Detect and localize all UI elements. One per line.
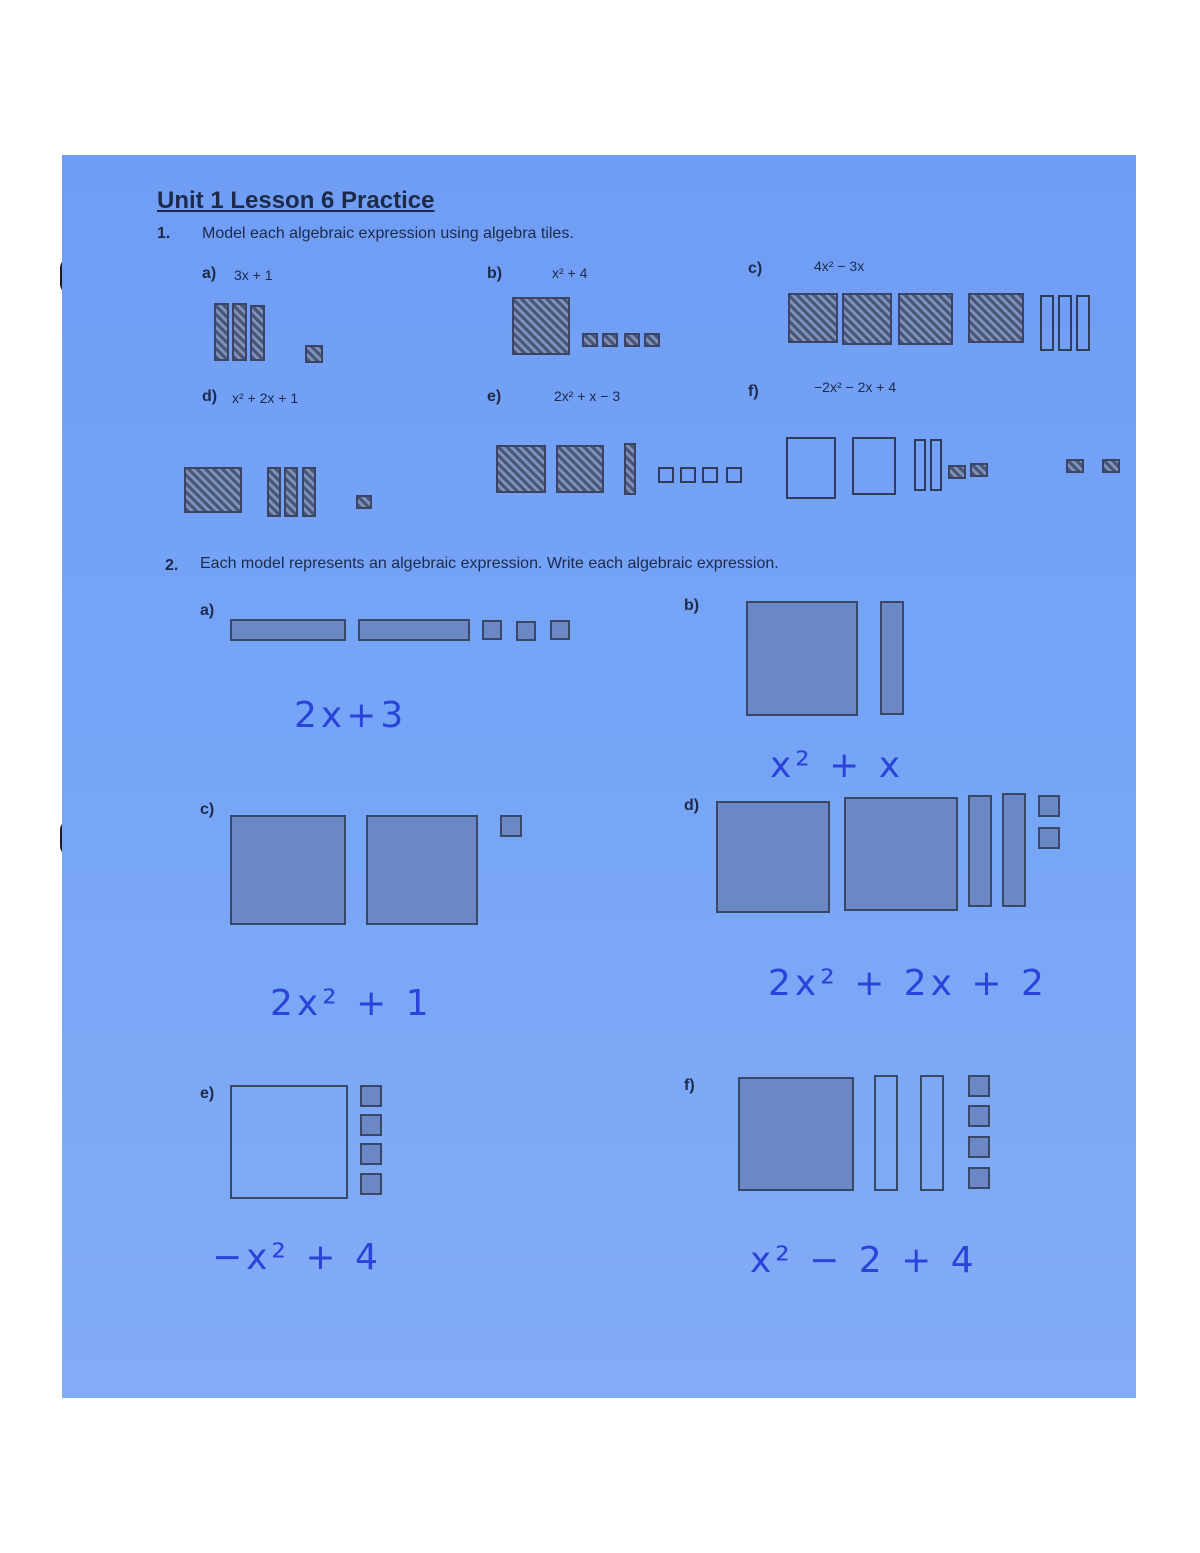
q2-c-label: c) [200,801,215,818]
q1c-x2-tile [788,293,838,343]
q2f-unit-tile [968,1075,990,1097]
q1-d-expression: x² + 2x + 1 [232,390,299,406]
q1f-unit-tile [1102,459,1120,473]
q2d-x2-tile [716,801,830,913]
q1b-x2-tile [512,297,570,355]
q2-d-answer: 2x² + 2x + 2 [768,963,1048,1004]
q1d-x2-tile [184,467,242,513]
q1d-x-tile [284,467,298,517]
q2b-x-tile [880,601,904,715]
q1e-negative-unit-tile [680,467,696,483]
q1-a-label: a) [202,265,217,282]
q1b-unit-tile [602,333,618,347]
q2-b-label: b) [684,597,700,614]
q2f-x2-tile [738,1077,854,1191]
q1-c-expression: 4x² − 3x [814,258,865,274]
q1-c-label: c) [748,260,763,277]
q1f-negative-x-tile [930,439,942,491]
q1-b-label: b) [487,265,503,282]
q1c-negative-x-tile [1040,295,1054,351]
q2e-unit-tile [360,1173,382,1195]
q2f-unit-tile [968,1136,990,1158]
worksheet-title: Unit 1 Lesson 6 Practice [157,187,435,214]
q2-e-answer: −x² + 4 [212,1237,382,1278]
q1-a-expression: 3x + 1 [234,267,273,283]
q1b-unit-tile [644,333,660,347]
q1b-unit-tile [582,333,598,347]
q1-f-label: f) [748,383,759,400]
q1e-x2-tile [496,445,546,493]
q1f-unit-tile [948,465,966,479]
q2-e-label: e) [200,1085,215,1102]
q1e-negative-unit-tile [702,467,718,483]
q2-d-label: d) [684,797,700,814]
q2d-unit-tile [1038,795,1060,817]
q1-e-label: e) [487,388,502,405]
q1d-x-tile [302,467,316,517]
q2-a-label: a) [200,602,215,619]
q2f-unit-tile [968,1105,990,1127]
q1c-x2-tile [968,293,1024,343]
q2-c-answer: 2x² + 1 [270,983,433,1024]
q2c-unit-tile [500,815,522,837]
q1a-unit-tile [305,345,323,363]
q2d-x-tile [968,795,992,907]
q1-f-expression: −2x² − 2x + 4 [814,379,897,395]
q2b-x2-tile [746,601,858,716]
q2c-x2-tile [230,815,346,925]
question-2-prompt: Each model represents an algebraic expression. Write each algebraic expression. [200,555,779,572]
q1-e-expression: 2x² + x − 3 [554,388,621,404]
q1a-x-tile [232,303,247,361]
q1f-negative-x2-tile [786,437,836,499]
q2-f-label: f) [684,1077,695,1094]
q1c-negative-x-tile [1058,295,1072,351]
q2f-negative-x-tile [874,1075,898,1191]
q2a-unit-tile [482,620,502,640]
q1e-x2-tile [556,445,604,493]
q1c-x2-tile [898,293,953,345]
q1f-unit-tile [1066,459,1084,473]
q2d-x2-tile [844,797,958,911]
q1c-x2-tile [842,293,892,345]
q1a-x-tile [214,303,229,361]
q1f-negative-x2-tile [852,437,896,495]
q1-d-label: d) [202,388,218,405]
q2f-negative-x-tile [920,1075,944,1191]
q1d-x-tile [267,467,281,517]
q1b-unit-tile [624,333,640,347]
q1a-x-tile [250,305,265,361]
q2-a-answer: 2x+3 [294,695,408,736]
q2a-unit-tile [516,621,536,641]
q1e-x-tile [624,443,636,495]
q2c-x2-tile [366,815,478,925]
q2e-unit-tile [360,1114,382,1136]
q2a-unit-tile [550,620,570,640]
q2f-unit-tile [968,1167,990,1189]
q2e-unit-tile [360,1143,382,1165]
q2e-negative-x2-tile [230,1085,348,1199]
question-1-number: 1. [157,225,171,242]
q1d-unit-tile [356,495,372,509]
q1e-negative-unit-tile [726,467,742,483]
q1f-unit-tile [970,463,988,477]
q1f-negative-x-tile [914,439,926,491]
question-2-number: 2. [165,557,179,574]
q2d-x-tile [1002,793,1026,907]
q2-b-answer: x² + x [770,745,905,786]
q1-b-expression: x² + 4 [552,265,588,281]
q1c-negative-x-tile [1076,295,1090,351]
worksheet-page [62,155,1136,1398]
q2a-x-tile [358,619,470,641]
question-1-prompt: Model each algebraic expression using algebra tiles. [202,225,574,242]
q2d-unit-tile [1038,827,1060,849]
q2-f-answer: x² − 2 + 4 [750,1240,978,1281]
q1e-negative-unit-tile [658,467,674,483]
q2a-x-tile [230,619,346,641]
q2e-unit-tile [360,1085,382,1107]
